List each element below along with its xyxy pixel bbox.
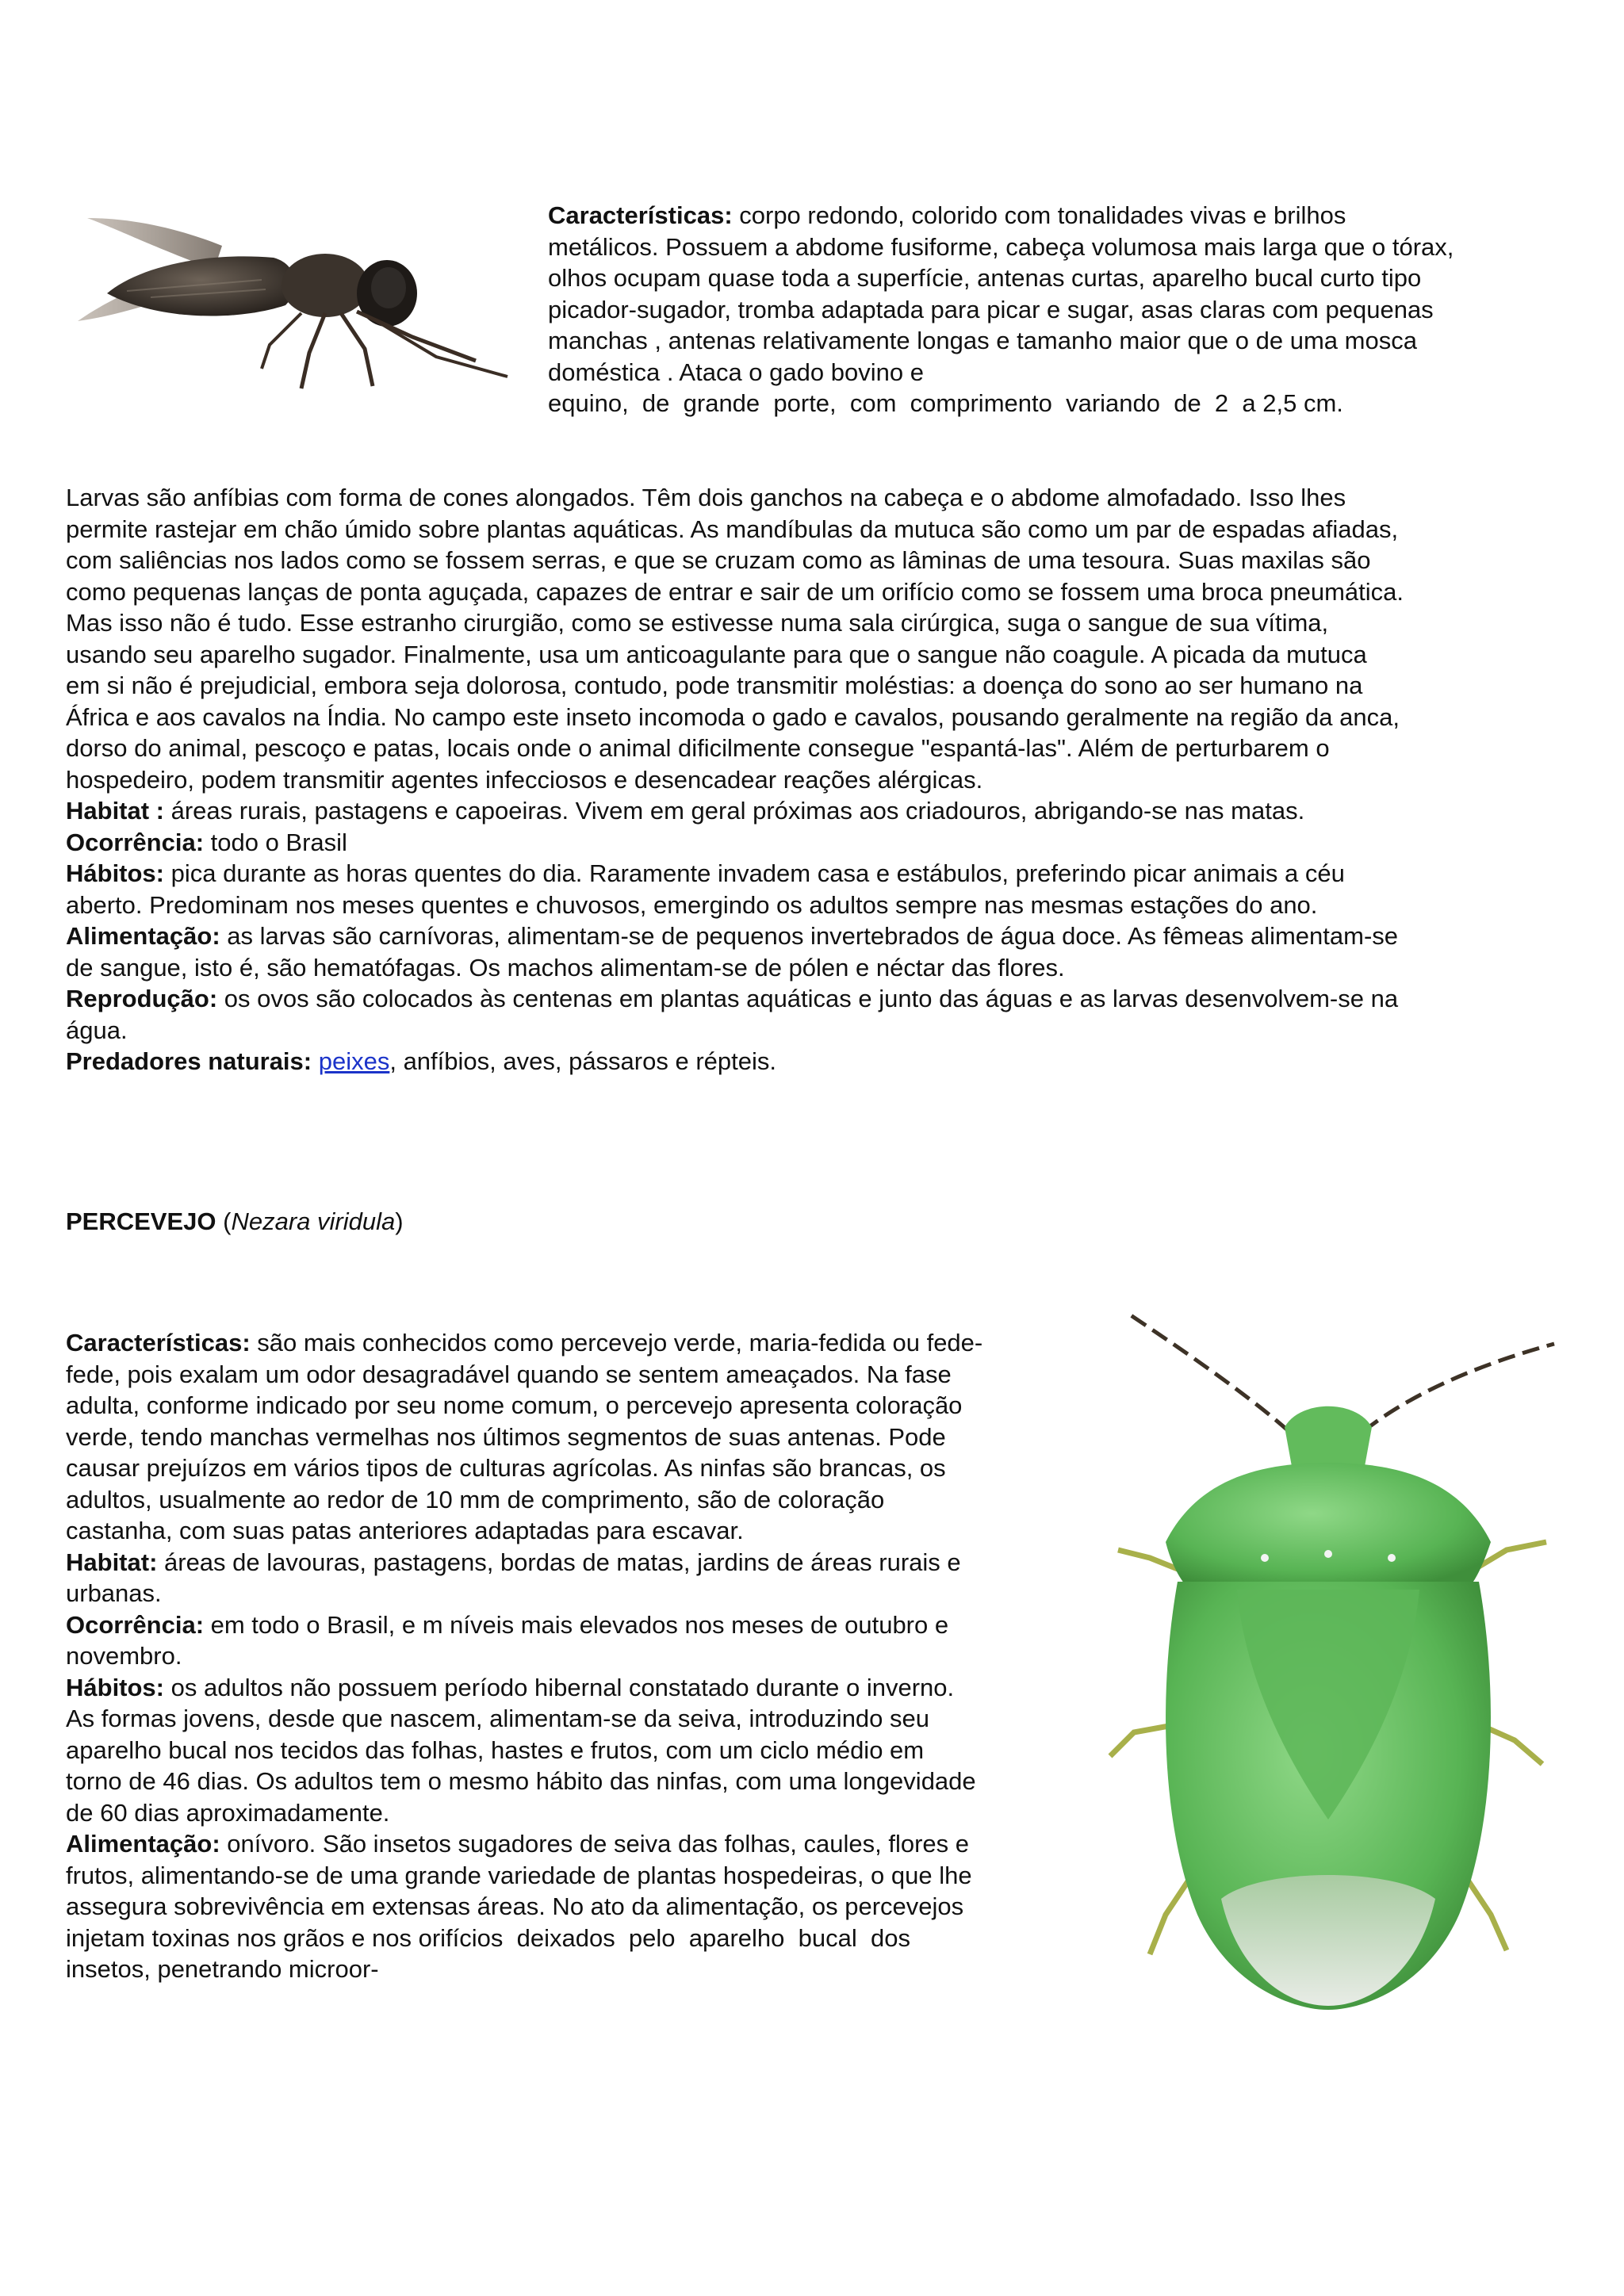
horsefly-details: Larvas são anfíbias com forma de cones alongados. Têm dois ganchos na cabeça e o abdome almofadado. Isso lhes permite rastejar em chão úmido sobre plantas aquáticas. As mandíbulas da mutuca são como um par de espadas afiadas, com saliências nos lados como se fossem serras, e que se cruzam como as lâminas de uma tesoura. Suas maxilas são como pequenas lanças de ponta aguçada, capazes de entrar e sair de um orifício como se fossem uma broca pneumática. Mas isso não é tudo. Esse estranho cirurgião, como se estivesse numa sala cirúrgica, suga o sangue de sua vítima, usando seu aparelho sugador. Finalmente, usa um anticoagulante para que o sangue não coagule. A picada da mutuca em si não é prejudicial, embora seja dolorosa, contudo, pode transmitir moléstias: a doença do sono ao ser humano na África e aos cavalos na Índia. No campo este inseto incomoda o gado e cavalos, pousando geralmente na região da anca, dorso do animal, pescoço e patas, locais onde o animal dificilmente consegue "espantá-las". Além de perturbarem o hospedeiro, podem transmitir agentes infecciosos e desencadear reações alérgicas. Habitat : áreas rurais, pastagens e capoeiras. Vivem em geral próximas aos criadouros, abrigando-se nas matas. Ocorrência: todo o Brasil Hábitos: pica durante as horas quentes do dia. Raramente invadem casa e estábulos, preferindo picar animais a céu aberto. Predominam nos meses quentes e chuvosos, emergindo os adultos sempre nas mesmas estações do ano. Alimentação: as larvas são carnívoras, alimentam-se de pequenos invertebrados de água doce. As fêmeas alimentam-se de sangue, isto é, são hematófagas. Os machos alimentam-se de pólen e néctar das flores. Reprodução: os ovos são colocados às centenas em plantas aquáticas e junto das águas e as larvas desenvolvem-se na água. Predadores naturais: peixes, anfíbios, aves, pássaros e répteis.: [66, 482, 1557, 1077]
fly-ocorrencia: Ocorrência: todo o Brasil: [66, 828, 347, 856]
section-title-percevejo: PERCEVEJO (Nezara viridula): [66, 1207, 404, 1235]
green-stinkbug-photo: [1102, 1312, 1570, 2018]
stinkbug-details: Características: são mais conhecidos como percevejo verde, maria-fedida ou fede- fede, pois exalam um odor desagradável quando se sentem ameaçados. Na fase adulta, conforme indicado por seu nome comum, o percevejo apresenta coloração verde, tendo manchas vermelhas nos últimos segmentos de suas antenas. Pode causar prejuízos em vários tipos de culturas agrícolas. As ninfas são brancas, os adultos, usualmente ao redor de 10 mm de comprimento, são de coloração castanha, com suas patas anteriores adaptadas para escavar. Habitat: áreas de lavouras, pastagens, bordas de matas, jardins de áreas rurais e urbanas. Ocorrência: em todo o Brasil, e m níveis mais elevados nos meses de outubro e novembro. Hábitos: os adultos não possuem período hibernal constatado durante o inverno. As formas jovens, desde que nascem, alimentam-se da seiva, introduzindo seu aparelho bucal nos tecidos das folhas, hastes e frutos, com um ciclo médio em torno de 46 dias. Os adultos tem o mesmo hábito das ninfas, com uma longevidade de 60 dias aproximadamente. Alimentação: onívoro. São insetos sugadores de seiva das folhas, caules, flores e frutos, alimentando-se de uma grande variedade de plantas hospedeiras, o que lhe assegura sobrevivência em extensas áreas. No ato da alimentação, os percevejos injetam toxinas nos grãos e nos orifícios deixados pelo aparelho bucal dos insetos, penetrando microor-: [66, 1327, 1097, 1985]
fly-char-label: Características:: [548, 201, 733, 229]
horsefly-photo: [63, 202, 539, 392]
bug-alimentacao: Alimentação: onívoro. São insetos sugadores de seiva das folhas, caules, flores e: [66, 1830, 970, 1858]
bug-habitos: Hábitos: os adultos não possuem período hibernal constatado durante o inverno.: [66, 1673, 955, 1701]
fly-reproducao: Reprodução: os ovos são colocados às centenas em plantas aquáticas e junto das águas e as larvas desenvolvem-se na: [66, 985, 1399, 1012]
fly-predadores: Predadores naturais: peixes, anfíbios, aves, pássaros e répteis.: [66, 1047, 776, 1075]
peixes-link[interactable]: peixes: [318, 1047, 390, 1075]
fly-habitos: Hábitos: pica durante as horas quentes do dia. Raramente invadem casa e estábulos, preferindo picar animais a céu: [66, 859, 1345, 887]
fly-habitat: Habitat : áreas rurais, pastagens e capoeiras. Vivem em geral próximas aos criadouros, abrigando-se nas matas.: [66, 797, 1305, 825]
horsefly-characteristics: Características: corpo redondo, colorido com tonalidades vivas e brilhos metálicos. Possuem a abdome fusiforme, cabeça volumosa mais larga que o tórax, olhos ocupam quase toda a superfície, antenas curtas, aparelho bucal curto tipo picador-sugador, tromba adaptada para picar e sugar, asas claras com pequenas manchas , antenas relativamente longas e tamanho maior que o de uma mosca doméstica . Ataca o gado bovino e equino, de grande porte, com comprimento variando de 2 a 2,5 cm.: [548, 201, 1454, 417]
fly-alimentacao: Alimentação: as larvas são carnívoras, alimentam-se de pequenos invertebrados de água doce. As fêmeas alimentam-se: [66, 922, 1399, 950]
bug-ocorrencia: Ocorrência: em todo o Brasil, e m níveis mais elevados nos meses de outubro e: [66, 1610, 949, 1639]
bug-char-label: Características:: [66, 1329, 251, 1357]
bug-habitat: Habitat: áreas de lavouras, pastagens, bordas de matas, jardins de áreas rurais e: [66, 1548, 961, 1576]
